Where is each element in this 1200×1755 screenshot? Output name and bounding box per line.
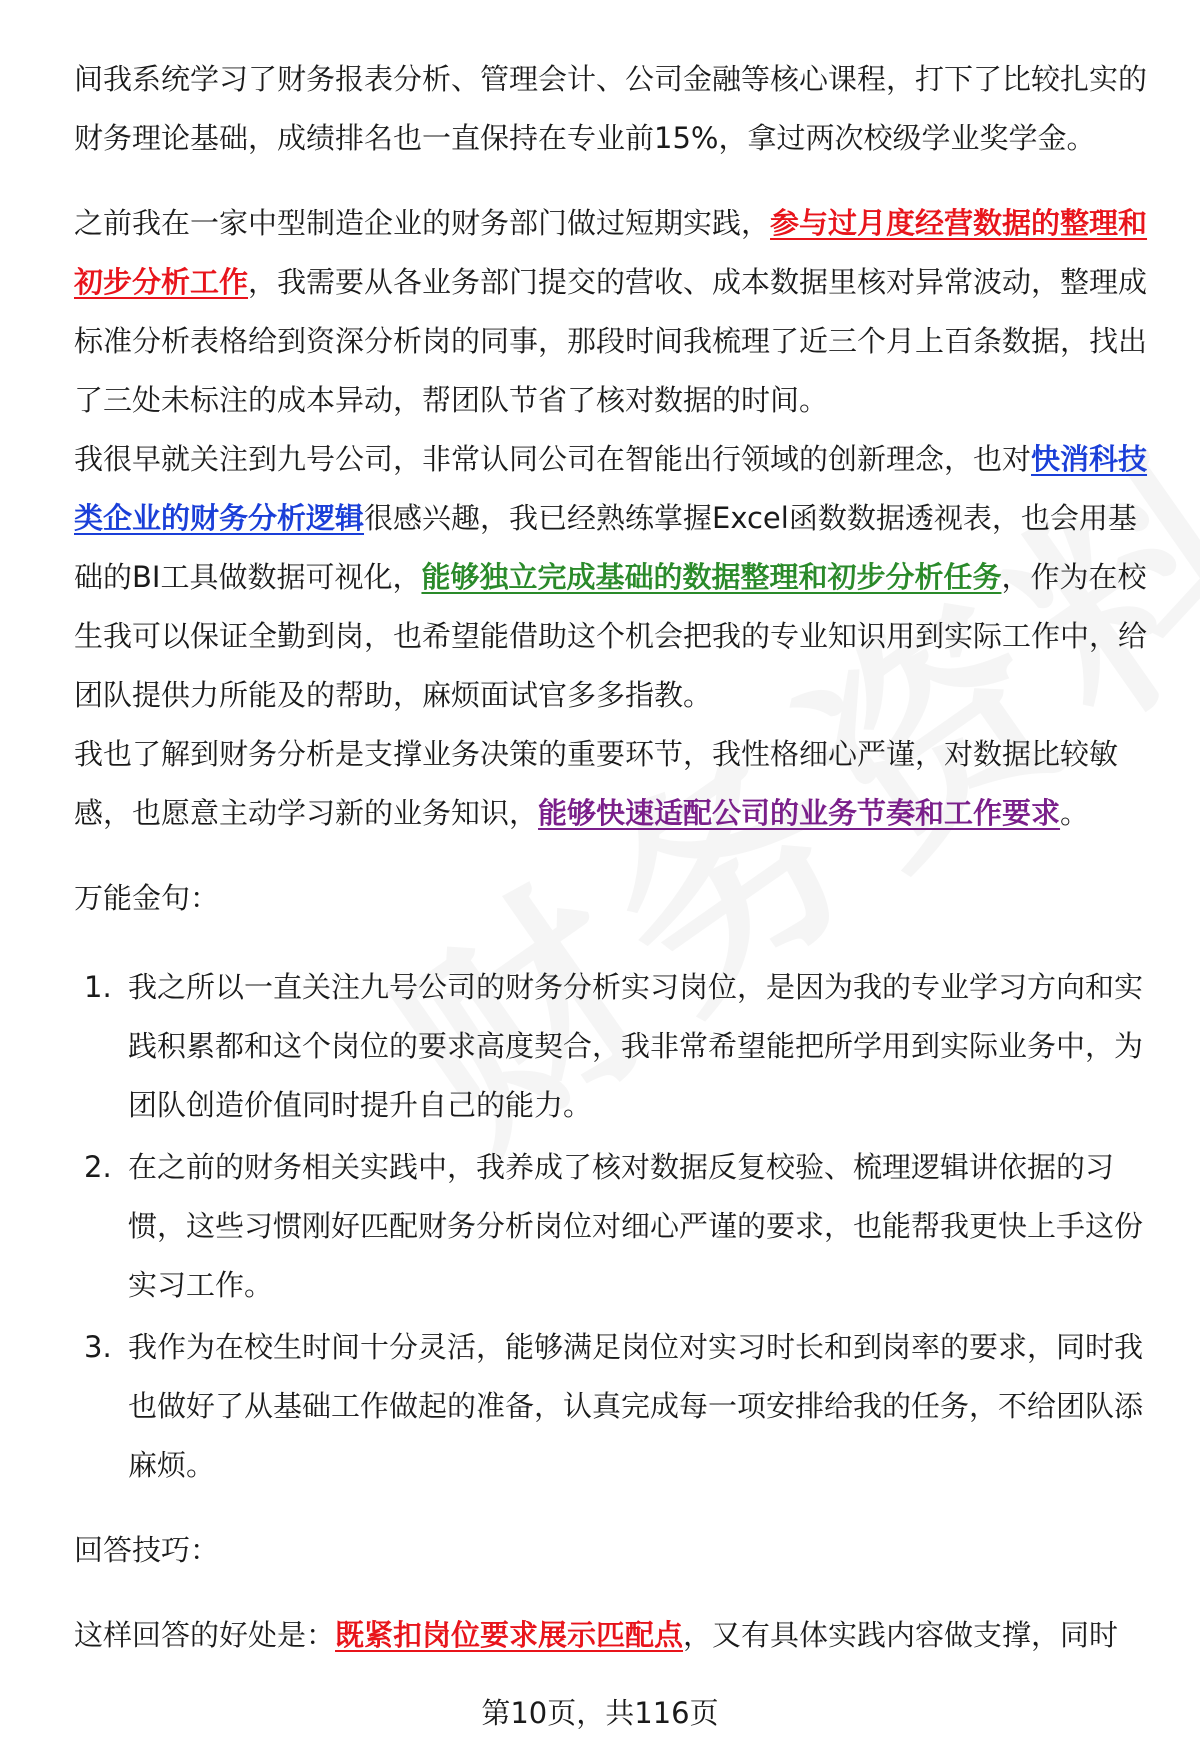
text-segment: 我很早就关注到九号公司，非常认同公司在智能出行领域的创新理念，也对 (74, 442, 1032, 476)
section-label-tips: 回答技巧： (74, 1533, 220, 1567)
section-label-golden: 万能金句： (74, 881, 220, 915)
highlight-red: 既紧扣岗位要求展示匹配点 (335, 1618, 684, 1652)
list-item (74, 958, 1154, 1135)
text-segment: ，我需要从各业务部门提交的营收、成本数据里核对异常波动，整理成标准分析表格给到资深分析岗的同事，那段时间我梳理了近三个月上百条数据，找出了三处未标注的成本异动，帮团队节省了核对数据的时间。 (74, 265, 1148, 417)
text-segment: 很感兴趣，我已经熟练掌握Excel函数数据透视表，也会用基础的BI工具做数据可视化， (74, 501, 1137, 594)
highlight-green: 能够独立完成基础的数据整理和初步分析任务 (421, 560, 1002, 594)
text-segment: 这样回答的好处是： (74, 1618, 336, 1652)
list-number: 1. (84, 970, 112, 1004)
text-segment: 。 (1060, 796, 1090, 830)
document-body (74, 50, 1154, 1665)
golden-lines-list (74, 958, 1154, 1495)
list-text: 我之所以一直关注九号公司的财务分析实习岗位，是因为我的专业学习方向和实践积累都和这个岗位的要求高度契合，我非常希望能把所学用到实际业务中，为团队创造价值同时提升自己的能力。 (128, 970, 1144, 1122)
text-segment: ，又有具体实践内容做支撑，同时 (683, 1618, 1119, 1652)
highlight-red: 参与过月度经营数据的整理和初步分析工作 (74, 206, 1148, 299)
highlight-purple: 能够快速适配公司的业务节奏和工作要求 (538, 796, 1061, 830)
paragraph-summary (74, 1606, 1154, 1665)
page-footer: 第10页，共116页 (481, 1696, 719, 1730)
text-segment: 之前我在一家中型制造企业的财务部门做过短期实践， (74, 206, 771, 240)
list-number: 2. (84, 1150, 112, 1184)
list-text: 我作为在校生时间十分灵活，能够满足岗位对实习时长和到岗率的要求，同时我也做好了从基础工作做起的准备，认真完成每一项安排给我的任务，不给团队添麻烦。 (128, 1330, 1144, 1482)
paragraph-experience (74, 194, 1154, 430)
text-segment: 我也了解到财务分析是支撑业务决策的重要环节，我性格细心严谨，对数据比较敏感，也愿意主动学习新的业务知识， (74, 737, 1119, 830)
paragraph-education: 间我系统学习了财务报表分析、管理会计、公司金融等核心课程，打下了比较扎实的财务理论基础，成绩排名也一直保持在专业前15%，拿过两次校级学业奖学金。 (74, 62, 1148, 155)
paragraph-motivation (74, 430, 1154, 725)
highlight-blue: 快消科技类企业的财务分析逻辑 (74, 442, 1148, 535)
list-item (74, 1318, 1154, 1495)
paragraph-personality (74, 725, 1154, 843)
list-item (74, 1138, 1154, 1315)
list-text: 在之前的财务相关实践中，我养成了核对数据反复校验、梳理逻辑讲依据的习惯，这些习惯刚好匹配财务分析岗位对细心严谨的要求，也能帮我更快上手这份实习工作。 (128, 1150, 1144, 1302)
list-number: 3. (84, 1330, 112, 1364)
text-segment: ，作为在校生我可以保证全勤到岗，也希望能借助这个机会把我的专业知识用到实际工作中，给团队提供力所能及的帮助，麻烦面试官多多指教。 (74, 560, 1148, 712)
